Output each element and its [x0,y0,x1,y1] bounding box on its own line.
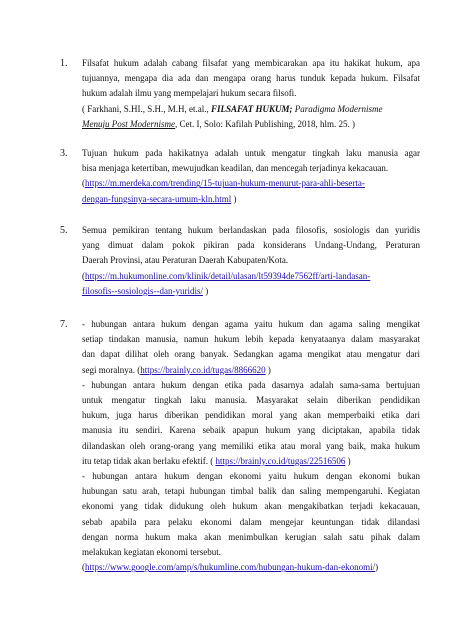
item-body [82,56,420,132]
paren-close: ) [265,364,271,375]
list-item-5 [60,223,420,299]
link-line-1 [82,269,420,284]
paren-open: ( [82,178,85,189]
item-number: 1. [60,58,68,69]
item-number: 5. [60,225,68,236]
text-line: manusia itu sendiri. Karena sebaik apapun hukum yang diciptakan, apabila tidak [82,425,420,436]
paren-close: ) [375,562,379,573]
text-line: untuk mengatur tingkah laku manusia. Masyarakat selain diberikan pendidikan [82,395,420,406]
text-line: - hubungan antara hukum dengan agama yaitu hukum dan agama saling mengikat [82,319,420,329]
link-line-1 [82,176,420,191]
text-line: yang dimuat dalam pokok pikiran pada konsiderans Undang-Undang, Peraturan [82,240,420,251]
text-segment: segi moralnya. ( [82,364,141,375]
text-segment: itu tetap tidak akan berlaku efektif. ( [82,455,216,466]
paren-open: ( [82,270,85,281]
source-link[interactable]: https://brainly.co.id/tugas/22516506 [215,455,346,466]
citation-line-2 [82,117,420,132]
list-item-3 [60,146,420,207]
source-link-continued[interactable]: dengan-fungsinya-secara-umum-kln.html [82,193,232,204]
source-link[interactable]: https://www.google.com/amp/s/hukumline.com/hubungan-hukum-dan-ekonomi/ [85,562,376,573]
item-body [82,317,420,575]
paren-close: ) [345,455,351,466]
list-item-1 [60,56,420,132]
text-line: ekonomi yang tidak didukung oleh hukum akan mengakibatkan terjadi kekacauan, [82,501,420,512]
source-link[interactable]: https://m.hukumonline.com/klinik/detail/ulasan/lt59394de7562ff/arti-landasan- [85,270,371,281]
book-title: FILSAFAT HUKUM; [211,103,293,114]
text-line: hukum, juga harus diberikan pendidikan moral yang akan memperbaiki etika dari [82,410,420,421]
link-line [82,560,420,575]
item-number: 7. [60,319,68,330]
text-line: sebab apabila para pelaku ekonomi dalam mengejar keuntungan tidak dilandasi [82,516,420,527]
text-line: - hubungan antara hukum dengan etika pada dasarnya adalah sama-sama bertujuan [82,379,420,390]
text-line: - hubungan antara hukum dengan ekonomi yaitu hukum dengan ekonomi bukan [82,471,420,482]
text-line: Semua pemikiran tentang hukum berlandaskan pada filosofis, sosiologis dan yuridis [82,225,420,235]
text-line-with-link [82,454,420,469]
item-body [82,223,420,299]
link-line-2 [82,284,420,299]
text-line: bisa menjaga ketertiban, mewujudkan keadilan, dan mencegah terjadinya kekacauan. [82,163,389,174]
item-body [82,146,420,207]
source-link[interactable]: https://m.merdeka.com/trending/15-tujuan-hukum-menurut-para-ahli-beserta- [85,178,365,189]
text-line: tujuannya, mengapa dia ada dan mengapa orang harus tunduk kepada hukum. Filsafat [82,73,420,84]
source-link[interactable]: https://brainly.co.id/tugas/8866620 [140,364,266,375]
text-line: dan dapat dilihat oleh orang banyak. Sedangkan agama mengikat atau mengatur dari [82,349,420,360]
text-line: melakukan kegiatan ekonomi tersebut. [82,547,221,558]
item-number: 3. [60,148,68,159]
paren-close: ) [231,193,237,204]
book-subtitle: Paradigma Modernisme [292,103,383,114]
citation-details: , Cet. I, Solo: Kafilah Publishing, 2018, hlm. 25. ) [174,118,355,129]
text-line: Filsafat hukum adalah cabang filsafat yang membicarakan apa itu hakikat hukum, apa [82,58,420,68]
text-line: setiap tindakan manusia, namun hukum lebih kepada kenyataanya dalam masyarakat [82,334,420,345]
text-line: Daerah Provinsi, atau Peraturan Daerah Kabupaten/Kota. [82,255,289,266]
link-line-2 [82,192,420,207]
source-link-continued[interactable]: filosofis--sosiologis--dan-yuridis/ [82,285,203,296]
text-line: dilandaskan oleh orang-orang yang memiliki etika atau moral yang baik, maka hukum [82,440,420,451]
citation-prefix: ( Farkhani, S.HI., S.H., M.H, et.al., [82,103,211,114]
book-subtitle-continued: Menuju Post Modernisme [82,118,175,129]
text-line: hukum adalah ilmu yang mempelajari hukum secara filsofi. [82,88,297,99]
paren-open: ( [82,562,85,573]
citation-line-1 [82,102,420,117]
text-line-with-link [82,363,420,378]
text-line: dengan norma hukum maka akan menimbulkan kerugian salah satu pihak dalam [82,531,420,542]
list-item-7 [60,317,420,575]
text-line: Tujuan hukum pada hakikatnya adalah untuk mengatur tingkah laku manusia agar [82,148,420,158]
text-line: hubungan satu arah, tetapi hubungan timbal balik dan saling mempengaruhi. Kegiatan [82,486,420,497]
paren-close: ) [203,285,209,296]
